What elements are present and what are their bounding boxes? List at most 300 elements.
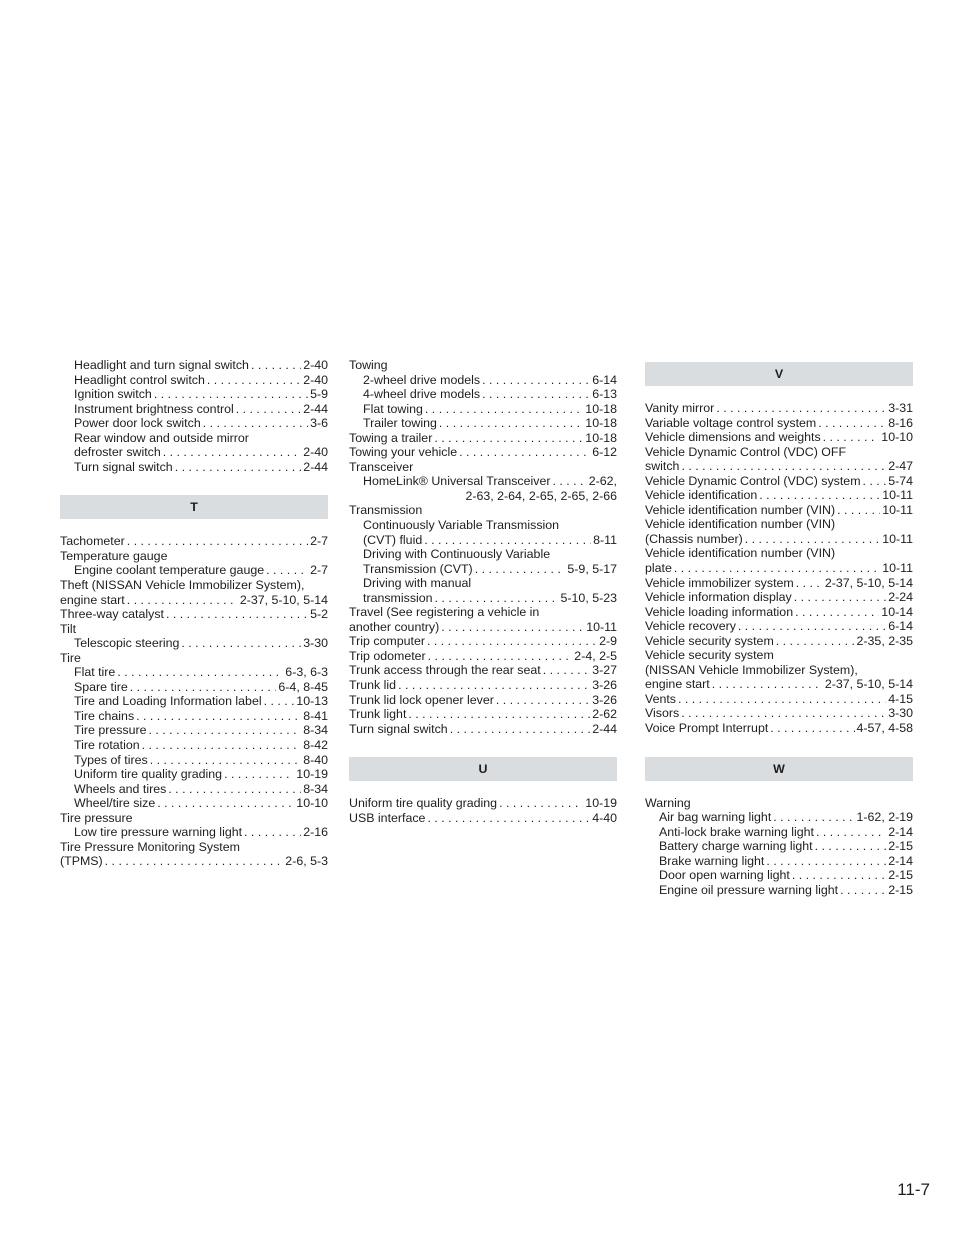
index-entry-page: 5-74 — [888, 473, 913, 488]
dot-leader — [499, 796, 583, 811]
dot-leader — [428, 649, 573, 664]
index-entry-label: Tire rotation — [74, 738, 140, 753]
index-entry-page: 2-62 — [592, 707, 617, 722]
index-entry-page: 2-6, 5-3 — [285, 854, 328, 869]
index-entry-page: 8-11 — [593, 532, 617, 547]
index-entry-page: 8-34 — [303, 781, 328, 796]
index-entry-page: 6-13 — [592, 387, 617, 402]
index-heading-line: Tire Pressure Monitoring System — [60, 839, 240, 854]
index-entry-label: Vehicle identification — [645, 488, 758, 503]
dot-leader — [163, 445, 301, 460]
index-entry — [349, 591, 617, 606]
index-entry-label: Flat towing — [363, 401, 423, 416]
index-entry-page: 10-18 — [585, 430, 617, 445]
index-entry-page: 2-37, 5-10, 5-14 — [239, 592, 328, 607]
index-entry-label: Trunk lid lock opener lever — [349, 692, 494, 707]
index-entry-label: Vents — [645, 691, 677, 706]
index-entry — [60, 534, 328, 549]
dot-leader — [482, 373, 590, 388]
index-entry — [645, 474, 913, 489]
index-entry — [645, 883, 913, 898]
index-heading-line: Towing — [349, 358, 388, 372]
dot-leader — [674, 561, 880, 576]
dot-leader — [766, 854, 886, 869]
dot-leader — [712, 677, 823, 692]
index-heading-line: Transceiver — [349, 459, 414, 474]
index-entry-label: Towing a trailer — [349, 430, 433, 445]
dot-leader — [435, 591, 559, 606]
dot-leader — [203, 416, 308, 431]
dot-leader — [552, 474, 586, 489]
index-entry — [60, 796, 328, 811]
index-entry-label: Engine oil pressure warning light — [659, 882, 839, 897]
index-entry-label: (CVT) fluid — [363, 532, 423, 547]
index-entry-label: Vehicle loading information — [645, 604, 794, 619]
index-entry-page: 2-4, 2-5 — [574, 648, 617, 663]
index-entry-label: Trip computer — [349, 634, 425, 649]
dot-leader — [181, 636, 301, 651]
index-heading-line: Theft (NISSAN Vehicle Immobilizer System), — [60, 578, 305, 593]
index-entry — [349, 533, 617, 548]
index-entry — [60, 767, 328, 782]
index-entry-label: Three-way catalyst — [60, 607, 164, 622]
index-entry-page: 10-19 — [585, 796, 617, 811]
index-entry-label: Instrument brightness control — [74, 401, 234, 416]
dot-leader — [136, 709, 301, 724]
index-entry-label: Headlight and turn signal switch — [74, 358, 249, 372]
dot-leader — [398, 678, 590, 693]
index-entry-page: 10-10 — [296, 796, 328, 811]
index-entry-label: plate — [645, 561, 672, 576]
index-entry-page: 10-13 — [296, 694, 328, 709]
index-heading-line: Vehicle identification number (VIN) — [645, 517, 836, 532]
index-entry-label: transmission — [363, 590, 433, 605]
dot-leader — [166, 607, 308, 622]
dot-leader — [863, 474, 887, 489]
index-entry — [349, 693, 617, 708]
section-header-t: T — [60, 495, 328, 519]
index-entry-page: 5-2 — [310, 607, 328, 622]
dot-leader — [105, 854, 284, 869]
index-entry — [645, 677, 913, 692]
index-entry-page: 2-40 — [303, 372, 328, 387]
dot-leader — [837, 503, 880, 518]
dot-leader — [251, 358, 301, 373]
index-entry-page: 2-44 — [303, 401, 328, 416]
index-entry — [645, 868, 913, 883]
index-entry-label: Brake warning light — [659, 853, 765, 868]
index-entry-label: Towing your vehicle — [349, 445, 458, 460]
section-header-w: W — [645, 757, 913, 781]
index-entry-label: Tachometer — [60, 534, 125, 549]
index-entry — [349, 445, 617, 460]
dot-leader — [794, 590, 886, 605]
index-entry-page: 2-44 — [592, 721, 617, 736]
dot-leader — [441, 620, 584, 635]
index-entry-page: 10-18 — [585, 401, 617, 416]
index-heading-line: Vehicle security system — [645, 648, 774, 663]
index-entry — [60, 387, 328, 402]
dot-leader — [759, 488, 880, 503]
dot-leader — [149, 723, 302, 738]
index-entry-page: 3-31 — [888, 401, 913, 415]
dot-leader — [427, 811, 590, 826]
index-entry-label: Vehicle recovery — [645, 619, 736, 634]
dot-leader — [773, 810, 854, 825]
index-entry-page: 4-40 — [592, 810, 617, 825]
index-entry — [60, 636, 328, 651]
index-entry-label: Visors — [645, 706, 680, 721]
index-entry-label: Vehicle dimensions and weights — [645, 430, 821, 445]
index-entry-page: 8-41 — [303, 708, 328, 723]
index-entry-label: Vehicle information display — [645, 590, 792, 605]
dot-leader — [236, 402, 301, 417]
dot-leader — [795, 605, 879, 620]
index-entry-label: Vehicle security system — [645, 633, 774, 648]
index-entry-page: 5-9 — [310, 387, 328, 402]
index-heading-line: Vehicle identification number (VIN) — [645, 546, 836, 561]
index-entry-label: USB interface — [349, 810, 426, 825]
index-entry — [60, 825, 328, 840]
index-entry-label: Door open warning light — [659, 868, 790, 883]
index-entry-page: 2-24 — [888, 590, 913, 605]
index-entry-label: Turn signal switch — [74, 459, 173, 474]
index-entry — [645, 619, 913, 634]
index-entry-page: 10-11 — [586, 619, 617, 634]
index-entry-label: switch — [645, 459, 680, 474]
index-entry — [349, 649, 617, 664]
index-heading-line: Warning — [645, 795, 691, 810]
index-entry-page: 8-16 — [888, 415, 913, 430]
index-entry-label: 4-wheel drive models — [363, 387, 481, 402]
index-entry — [60, 402, 328, 417]
index-entry-page: 8-34 — [303, 723, 328, 738]
index-entry-page: 6-4, 8-45 — [278, 679, 328, 694]
index-entry-label: Tire and Loading Information label — [74, 694, 262, 709]
index-entry — [645, 488, 913, 503]
index-entry — [645, 561, 913, 576]
index-entry-label: 2-wheel drive models — [363, 372, 481, 387]
dot-leader — [175, 460, 301, 475]
dot-leader — [792, 868, 886, 883]
index-entry-label: Uniform tire quality grading — [74, 767, 223, 782]
index-entry — [60, 373, 328, 388]
dot-leader — [424, 533, 591, 548]
index-entry — [645, 839, 913, 854]
index-entry — [60, 607, 328, 622]
index-entry — [349, 373, 617, 388]
index-entry-page: 2-40 — [303, 358, 328, 372]
index-entry — [349, 722, 617, 737]
index-entry-page: 6-3, 6-3 — [285, 665, 328, 680]
index-entry-page: 10-11 — [882, 502, 913, 517]
dot-leader — [434, 431, 583, 446]
index-column-1 — [60, 358, 328, 869]
index-entry-page: 2-15 — [888, 839, 913, 854]
index-entry-page: 3-30 — [303, 636, 328, 651]
index-entry-page: 10-11 — [882, 488, 913, 503]
index-entry — [645, 634, 913, 649]
index-entry — [645, 825, 913, 840]
index-column-2 — [349, 358, 617, 825]
dot-leader — [425, 402, 583, 417]
index-entry-page: 2-40 — [303, 445, 328, 460]
index-entry-page: 2-47 — [888, 459, 913, 474]
index-entry-label: Vehicle Dynamic Control (VDC) system — [645, 473, 861, 488]
index-entry-label: Turn signal switch — [349, 721, 448, 736]
index-entry-page: 2-37, 5-10, 5-14 — [824, 575, 913, 590]
index-entry — [645, 810, 913, 825]
dot-leader — [408, 707, 590, 722]
index-entry-page: 6-12 — [592, 445, 617, 460]
index-entry — [645, 503, 913, 518]
index-entry-label: Vehicle immobilizer system — [645, 575, 794, 590]
dot-leader — [207, 373, 301, 388]
index-entry — [349, 474, 617, 489]
index-entry-page: 6-14 — [592, 372, 617, 387]
index-entry — [60, 680, 328, 695]
index-entry-label: Trunk access through the rear seat — [349, 663, 541, 678]
index-entry — [60, 694, 328, 709]
index-entry-label: Variable voltage control system — [645, 415, 817, 430]
index-entry-page: 4-57, 4-58 — [856, 721, 913, 736]
index-entry-label: Ignition switch — [74, 387, 152, 402]
dot-leader — [818, 416, 886, 431]
index-entry — [60, 593, 328, 608]
dot-leader — [127, 534, 308, 549]
index-entry — [645, 459, 913, 474]
index-heading-line: Transmission — [349, 503, 423, 518]
dot-leader — [117, 665, 283, 680]
index-entry — [60, 709, 328, 724]
index-entry-page: 3-6 — [310, 416, 328, 431]
dot-leader — [264, 694, 295, 709]
dot-leader — [678, 692, 886, 707]
index-entry-page: 5-10, 5-23 — [560, 590, 617, 605]
section-header-v: V — [645, 362, 913, 386]
index-entry-label: Power door lock switch — [74, 416, 201, 431]
index-entry-label: Wheels and tires — [74, 781, 167, 796]
index-entry — [60, 358, 328, 373]
dot-leader — [681, 706, 886, 721]
index-entry-label: Trip odometer — [349, 648, 426, 663]
index-entry — [645, 854, 913, 869]
dot-leader — [475, 562, 566, 577]
index-entry — [645, 416, 913, 431]
index-entry-page: 2-7 — [310, 534, 328, 549]
dot-leader — [168, 782, 301, 797]
dot-leader — [266, 563, 308, 578]
index-entry-label: defroster switch — [74, 445, 161, 460]
index-entry — [60, 854, 328, 869]
index-entry-label: Engine coolant temperature gauge — [74, 563, 265, 578]
index-heading-line: Tilt — [60, 621, 77, 636]
index-entry — [349, 811, 617, 826]
dot-leader — [142, 738, 302, 753]
index-entry-page: 8-40 — [303, 752, 328, 767]
index-entry-page: 3-26 — [592, 678, 617, 693]
index-entry — [645, 576, 913, 591]
index-entry-label: HomeLink® Universal Transceiver — [363, 474, 551, 489]
index-entry — [60, 563, 328, 578]
index-heading-line: Vehicle Dynamic Control (VDC) OFF — [645, 444, 847, 459]
index-entry-label: another country) — [349, 619, 440, 634]
index-heading-line: Driving with manual — [363, 576, 472, 591]
index-entry-page: 10-18 — [585, 416, 617, 431]
index-heading-line: Tire pressure — [60, 810, 133, 825]
dot-leader — [745, 532, 880, 547]
dot-leader — [157, 796, 294, 811]
index-entry-label: Vanity mirror — [645, 401, 715, 415]
index-entry-page: 10-10 — [881, 430, 913, 445]
index-column-3 — [645, 358, 913, 897]
index-entry-page: 10-14 — [881, 604, 913, 619]
index-heading-line: 2-63, 2-64, 2-65, 2-65, 2-66 — [465, 488, 617, 503]
index-entry-page: 2-15 — [888, 868, 913, 883]
page-number: 11-7 — [897, 1180, 930, 1199]
index-entry — [60, 416, 328, 431]
index-heading-line: Continuously Variable Transmission — [363, 518, 560, 533]
index-entry — [349, 416, 617, 431]
index-entry-label: Trunk light — [349, 707, 407, 722]
dot-leader — [450, 722, 590, 737]
index-entry-page: 10-11 — [882, 531, 913, 546]
dot-leader — [681, 459, 886, 474]
dot-leader — [840, 883, 886, 898]
section-header-u: U — [349, 757, 617, 781]
index-entry — [60, 665, 328, 680]
index-entry-page: 6-14 — [888, 619, 913, 634]
index-entry — [645, 692, 913, 707]
index-entry-label: Voice Prompt Interrupt — [645, 721, 769, 736]
index-entry — [645, 605, 913, 620]
index-entry-label: Low tire pressure warning light — [74, 825, 243, 840]
index-entry-page: 3-30 — [888, 706, 913, 721]
index-entry-label: Uniform tire quality grading — [349, 796, 498, 811]
index-entry-label: Transmission (CVT) — [363, 561, 473, 576]
index-entry — [60, 753, 328, 768]
dot-leader — [496, 693, 590, 708]
index-entry-page: 2-16 — [303, 825, 328, 840]
index-entry-page: 10-11 — [882, 561, 913, 576]
index-entry-label: Trunk lid — [349, 678, 397, 693]
index-entry — [349, 634, 617, 649]
index-entry — [349, 620, 617, 635]
dot-leader — [482, 387, 590, 402]
index-entry — [349, 431, 617, 446]
index-entry-page: 4-15 — [888, 691, 913, 706]
index-entry-label: Types of tires — [74, 752, 148, 767]
index-entry — [60, 723, 328, 738]
index-entry-page: 2-7 — [310, 563, 328, 578]
dot-leader — [543, 663, 590, 678]
index-entry-page: 2-62, — [588, 474, 617, 489]
index-entry-label: Flat tire — [74, 665, 116, 680]
index-entry — [60, 738, 328, 753]
index-entry-label: (Chassis number) — [645, 531, 743, 546]
index-entry-label: Vehicle identification number (VIN) — [645, 502, 836, 517]
index-entry — [60, 460, 328, 475]
index-entry-page: 3-27 — [592, 663, 617, 678]
index-entry-label: Trailer towing — [363, 416, 437, 431]
dot-leader — [823, 430, 880, 445]
index-entry — [349, 678, 617, 693]
index-entry-label: Anti-lock brake warning light — [659, 824, 814, 839]
index-entry — [349, 707, 617, 722]
index-entry — [349, 663, 617, 678]
index-entry-label: Tire chains — [74, 708, 135, 723]
index-entry — [645, 721, 913, 736]
index-entry-page: 2-14 — [888, 853, 913, 868]
index-entry-page: 1-62, 2-19 — [856, 810, 913, 825]
dot-leader — [776, 634, 855, 649]
index-entry — [645, 430, 913, 445]
dot-leader — [439, 416, 583, 431]
index-heading-line: Rear window and outside mirror — [74, 430, 249, 445]
dot-leader — [459, 445, 590, 460]
index-heading-line: Tire — [60, 650, 81, 665]
index-entry-label: engine start — [60, 592, 125, 607]
dot-leader — [130, 680, 277, 695]
index-entry-label: Spare tire — [74, 679, 128, 694]
index-entry — [349, 796, 617, 811]
index-entry — [349, 387, 617, 402]
index-entry-page: 2-37, 5-10, 5-14 — [824, 677, 913, 692]
index-entry — [60, 445, 328, 460]
index-heading-line: (NISSAN Vehicle Immobilizer System), — [645, 662, 858, 677]
index-entry-label: Battery charge warning light — [659, 839, 813, 854]
dot-leader — [427, 634, 597, 649]
index-entry — [349, 402, 617, 417]
index-entry-label: engine start — [645, 677, 710, 692]
index-entry-page: 2-35, 2-35 — [856, 633, 913, 648]
index-entry-page: 5-9, 5-17 — [567, 561, 617, 576]
dot-leader — [770, 721, 854, 736]
index-entry-page: 2-14 — [888, 824, 913, 839]
index-entry-page: 2-9 — [599, 634, 617, 649]
index-entry — [645, 706, 913, 721]
index-heading-line: Driving with Continuously Variable — [363, 547, 551, 562]
index-entry-page: 2-44 — [303, 459, 328, 474]
index-entry — [645, 532, 913, 547]
index-entry-page: 8-42 — [303, 738, 328, 753]
index-entry-label: Headlight control switch — [74, 372, 205, 387]
index-entry-page: 3-26 — [592, 692, 617, 707]
index-heading-line: Travel (See registering a vehicle in — [349, 605, 540, 620]
dot-leader — [224, 767, 294, 782]
index-entry-page: 10-19 — [296, 767, 328, 782]
dot-leader — [716, 401, 886, 416]
dot-leader — [244, 825, 301, 840]
dot-leader — [127, 593, 238, 608]
index-entry-label: (TPMS) — [60, 854, 103, 869]
dot-leader — [816, 825, 886, 840]
index-entry — [645, 590, 913, 605]
dot-leader — [154, 387, 308, 402]
index-entry-label: Air bag warning light — [659, 810, 772, 825]
index-entry-label: Wheel/tire size — [74, 796, 156, 811]
index-entry-label: Tire pressure — [74, 723, 147, 738]
index-entry — [645, 401, 913, 416]
index-entry-page: 2-15 — [888, 882, 913, 897]
dot-leader — [796, 576, 823, 591]
dot-leader — [815, 839, 887, 854]
dot-leader — [150, 753, 302, 768]
index-entry — [349, 562, 617, 577]
index-entry-label: Telescopic steering — [74, 636, 180, 651]
index-heading-line: Temperature gauge — [60, 548, 168, 563]
dot-leader — [738, 619, 886, 634]
